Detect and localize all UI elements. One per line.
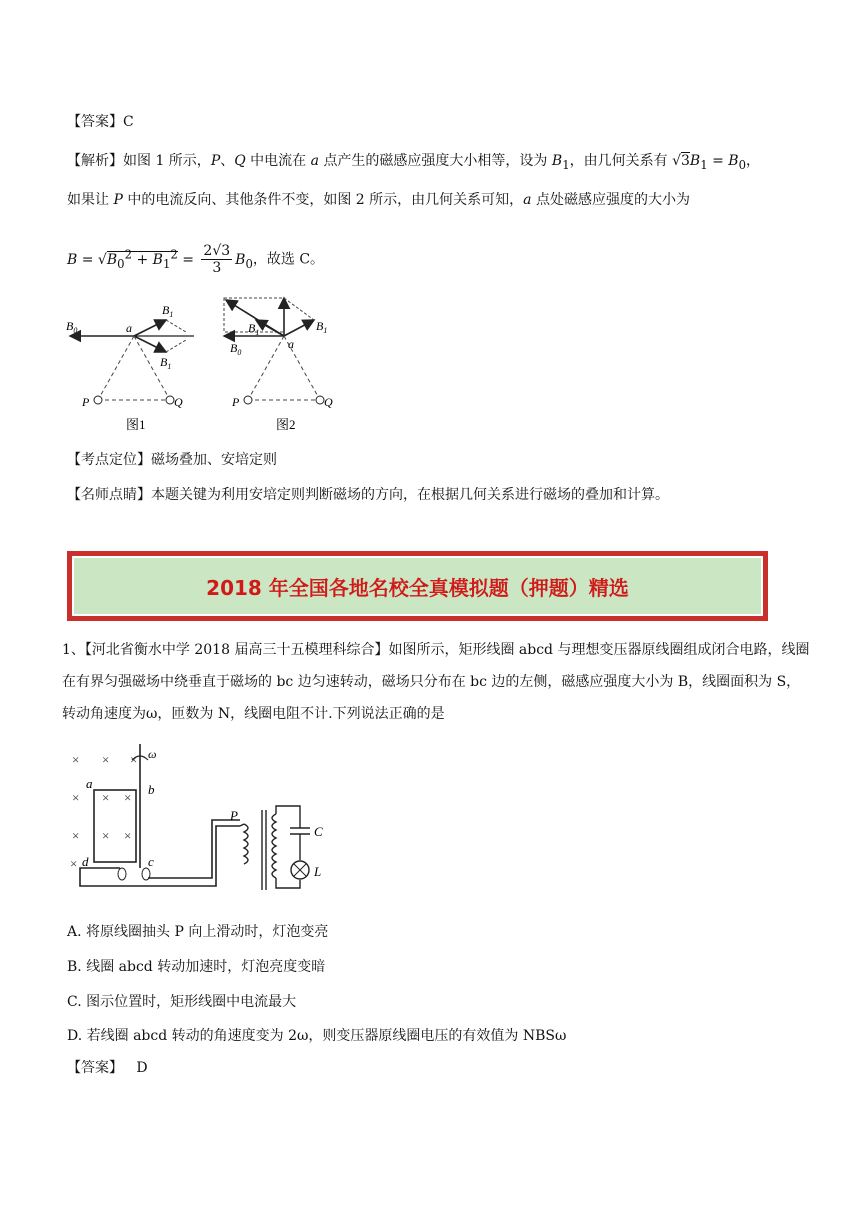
option-c: C. 图示位置时，矩形线圈中电流最大	[67, 994, 297, 1010]
label-Q: Q	[174, 395, 183, 409]
dash-line	[98, 336, 134, 400]
answer-label: 【答案】	[67, 1060, 123, 1076]
label-L: L	[314, 864, 322, 879]
svg-text:×: ×	[124, 790, 132, 805]
analysis-line-2: 如果让 P 中的电流反向、其他条件不变，如图 2 所示，由几何关系可知，a 点处磁感应强度的大小为	[67, 192, 690, 208]
svg-text:×: ×	[124, 828, 132, 843]
analysis-text: 中的电流反向、其他条件不变，如图 2 所示，由几何关系可知，	[127, 192, 524, 208]
label-B0: $B_0$	[230, 341, 242, 357]
wire	[240, 824, 244, 826]
section-banner-inner	[72, 556, 763, 616]
analysis-text: 点处磁感应强度的大小为	[535, 192, 690, 208]
question-answer	[67, 1058, 820, 1078]
label-omega: ω	[148, 747, 157, 761]
svg-text:×: ×	[72, 752, 80, 767]
formula-B: $B = √B_0^2 + B_1^2$ = $\frac{2√3}{3}$ $B_0$	[67, 243, 253, 277]
label-a: a	[86, 776, 93, 791]
label-d: d	[82, 854, 89, 869]
circuit-diagram	[64, 740, 334, 900]
vector-B1-right	[284, 320, 314, 336]
analysis-text: 如图 1 所示，	[123, 153, 211, 169]
label-B1-down: $B_1$	[160, 355, 172, 371]
svg-text:×: ×	[72, 790, 80, 805]
label-B1-right: $B_1$	[316, 319, 328, 335]
svg-text:×: ×	[130, 752, 138, 767]
question-number: 1、	[62, 642, 85, 658]
primary-coil-icon	[244, 824, 248, 864]
label-a: a	[288, 337, 294, 351]
section-banner	[67, 551, 768, 621]
dash-line	[166, 320, 186, 332]
dash-line	[284, 298, 314, 320]
magnetic-field-crosses	[70, 752, 137, 871]
svg-text:×: ×	[102, 752, 110, 767]
wire	[276, 878, 300, 888]
figure-2	[224, 298, 333, 432]
question-body: 【河北省衡水中学 2018 届高三十五模理科综合】如图所示，矩形线圈 abcd 与理想变压器原线圈组成闭合电路，线圈在有界匀强磁场中绕垂直于磁场的 bc 边匀速转动，磁场只分布在 bc 边的左侧，磁感应强度大小为 B，线圈面积为 S，转动角速度为ω，匝数为 N，线圈电阻不计.下列说法正确的是	[62, 642, 810, 722]
dianjing-line: 【名师点睛】本题关键为利用安培定则判断磁场的方向，在根据几何关系进行磁场的叠加和计算。	[67, 487, 669, 503]
label-Q: Q	[324, 395, 333, 409]
svg-text:×: ×	[102, 790, 110, 805]
slip-ring-icon	[118, 868, 126, 880]
label-c: c	[148, 854, 154, 869]
label-P: P	[232, 395, 240, 409]
formula-sqrt3: $√3B_1 = B_0$	[672, 153, 746, 172]
svg-text:×: ×	[72, 828, 80, 843]
wire-P-icon	[94, 396, 102, 404]
wire-Q-icon	[166, 396, 174, 404]
analysis-text: ，由几何关系有	[569, 153, 668, 169]
label-B1-left: $B_1$	[248, 321, 260, 337]
question-text	[62, 634, 814, 730]
label-P: P	[82, 395, 90, 409]
analysis-text: ，故选 C。	[252, 251, 325, 268]
figure-2-caption: 图2	[276, 417, 296, 432]
wire-P-icon	[244, 396, 252, 404]
analysis-text: 点产生的磁感应强度大小相等，设为	[323, 153, 548, 169]
secondary-coil-icon	[272, 814, 276, 878]
vector-B1-left	[256, 320, 284, 336]
option-d: D. 若线圈 abcd 转动的角速度变为 2ω，则变压器原线圈电压的有效值为 NBSω	[67, 1028, 567, 1044]
label-b: b	[148, 782, 155, 797]
figure-1	[66, 303, 194, 432]
dash-line	[248, 336, 284, 400]
analysis-formula-line	[67, 234, 820, 283]
figure-1-caption: 图1	[126, 417, 146, 432]
answer-value: D	[136, 1060, 148, 1076]
analysis-line-1: 【解析】如图 1 所示，P、Q 中电流在 a 点产生的磁感应强度大小相等，设为 $B_1$，由几何关系有 $√3B_1 = B_0$，	[67, 153, 760, 172]
wire	[148, 820, 240, 878]
wire	[276, 806, 300, 828]
section-banner-title: 2018 年全国各地名校全真模拟题（押题）精选	[206, 575, 629, 600]
label-B0: $B_0$	[66, 319, 78, 335]
svg-text:×: ×	[102, 828, 110, 843]
label-B1-up: $B_1$	[162, 303, 174, 319]
option-b: B. 线圈 abcd 转动加速时，灯泡亮度变暗	[67, 959, 326, 975]
label-a: a	[126, 321, 132, 335]
analysis-label: 【解析】	[67, 153, 123, 169]
figure-vector-diagrams	[62, 292, 352, 438]
label-C: C	[314, 824, 323, 839]
dash-line	[166, 340, 186, 352]
option-a: A. 将原线圈抽头 P 向上滑动时，灯泡变亮	[67, 924, 329, 940]
label-P: P	[230, 808, 238, 823]
vector-B1-up	[134, 320, 166, 336]
analysis-text: 中电流在	[250, 153, 307, 169]
analysis-text: 如果让	[67, 192, 109, 208]
answer-line: 【答案】C	[67, 114, 134, 130]
kaodian-line: 【考点定位】磁场叠加、安培定则	[67, 452, 277, 468]
wire-Q-icon	[316, 396, 324, 404]
svg-text:×: ×	[70, 856, 78, 871]
